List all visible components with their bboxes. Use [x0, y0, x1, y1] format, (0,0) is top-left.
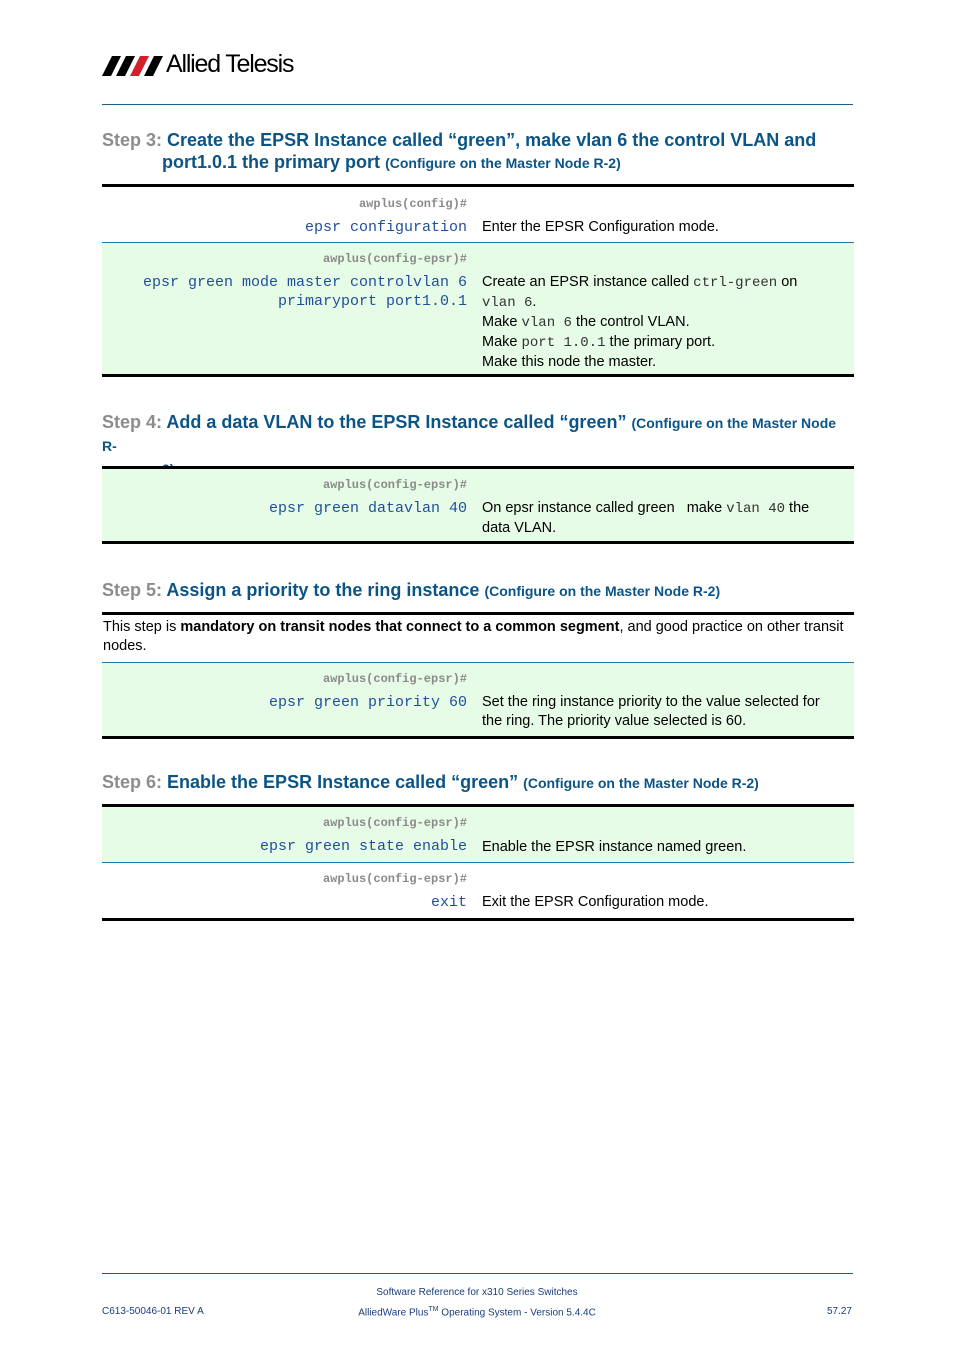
desc-code: vlan 6 — [482, 295, 533, 311]
command-description — [482, 499, 844, 538]
allied-telesis-logo-mark-icon — [102, 54, 164, 76]
cli-prompt: awplus(config)# — [358, 197, 467, 211]
desc-text: On epsr instance called green make — [482, 500, 727, 516]
desc-text: the — [785, 500, 810, 516]
step3-number: Step 3: — [102, 130, 163, 150]
table-row — [102, 863, 854, 918]
command-description: Enter the EPSR Configuration mode. — [482, 219, 719, 235]
cli-prompt: awplus(config-epsr)# — [322, 672, 467, 686]
command-description — [482, 273, 844, 372]
step5-number: Step 5: — [102, 580, 163, 600]
cli-command: epsr green datavlan 40 — [268, 500, 467, 517]
trademark-mark: TM — [428, 1306, 439, 1313]
logo-text: Allied Telesis — [166, 50, 294, 78]
step6-config-note: (Configure on the Master Node R-2) — [523, 775, 759, 791]
cli-command-line: epsr green mode master controlvlan 6 — [142, 274, 467, 291]
footer-doc-id: C613-50046-01 REV A — [102, 1306, 204, 1317]
command-description — [482, 693, 844, 731]
desc-text: Make this node the master. — [482, 354, 657, 370]
desc-text: Make — [482, 334, 522, 350]
step3-title-line1: Create the EPSR Instance called “green”, make vlan 6 the control VLAN and — [167, 130, 817, 150]
note-emphasis: mandatory on transit nodes that connect to a common segment — [180, 619, 620, 635]
desc-text: the control VLAN. — [571, 314, 690, 330]
note-text: , and good practice on other transit nodes. — [103, 619, 844, 654]
table-row — [102, 469, 854, 541]
desc-code: vlan 40 — [726, 501, 786, 517]
step4-config-note: (Configure on the Master Node R- — [102, 415, 837, 454]
cli-prompt: awplus(config-epsr)# — [322, 872, 467, 886]
desc-text: data VLAN. — [482, 520, 557, 536]
cli-command: epsr green state enable — [259, 838, 467, 855]
step3-command-table — [102, 184, 854, 377]
command-description: Exit the EPSR Configuration mode. — [482, 894, 709, 910]
step6-title: Enable the EPSR Instance called “green” — [167, 772, 519, 792]
step3-heading — [102, 129, 854, 174]
command-description: Enable the EPSR instance named green. — [482, 839, 747, 855]
desc-text: Make — [482, 314, 522, 330]
step5-note — [102, 615, 854, 663]
desc-code: vlan 6 — [521, 315, 572, 331]
table-row — [102, 187, 854, 243]
step5-config-note: (Configure on the Master Node R-2) — [484, 583, 721, 599]
header-divider — [102, 104, 853, 105]
step6-number: Step 6: — [102, 772, 163, 792]
footer-doc-title: Software Reference for x310 Series Switches — [376, 1287, 578, 1298]
step3-title-line2: port1.0.1 the primary port — [162, 152, 381, 172]
desc-text: the ring. The priority value selected is 60. — [482, 713, 747, 729]
table-row — [102, 807, 854, 863]
desc-code: ctrl-green — [693, 275, 778, 291]
footer-os-version — [0, 1306, 954, 1318]
cli-prompt: awplus(config-epsr)# — [322, 478, 467, 492]
desc-text: . — [532, 294, 537, 310]
footer-os-version-text: Operating System - Version 5.4.4C — [438, 1307, 596, 1319]
note-text: This step is — [103, 619, 181, 635]
cli-command: epsr configuration — [304, 219, 467, 236]
cli-prompt: awplus(config-epsr)# — [322, 816, 467, 830]
desc-text: on — [777, 274, 798, 290]
desc-code: port 1.0.1 — [521, 335, 606, 351]
desc-text: Set the ring instance priority to the value selected for — [482, 694, 820, 710]
step4-command-table — [102, 466, 854, 544]
footer-os-name: AlliedWare Plus — [358, 1307, 429, 1319]
step4-title: Add a data VLAN to the EPSR Instance called “green” — [166, 412, 627, 432]
cli-command-line: primaryport port1.0.1 — [277, 293, 467, 310]
step5-command-table — [102, 612, 854, 739]
cli-command — [143, 273, 467, 311]
table-row — [102, 663, 854, 736]
step6-command-table — [102, 804, 854, 921]
table-row — [102, 243, 854, 374]
allied-telesis-logo — [102, 50, 293, 79]
step5-heading — [102, 579, 854, 602]
step4-number: Step 4: — [102, 412, 163, 432]
step5-title: Assign a priority to the ring instance — [166, 580, 480, 600]
footer-divider — [102, 1273, 853, 1274]
step3-config-note: (Configure on the Master Node R-2) — [385, 155, 621, 171]
cli-command: exit — [430, 894, 467, 911]
step6-heading — [102, 771, 854, 794]
cli-prompt: awplus(config-epsr)# — [322, 252, 467, 266]
cli-command: epsr green priority 60 — [268, 694, 467, 711]
desc-text: the primary port. — [605, 334, 716, 350]
footer-page-number: 57.27 — [826, 1306, 852, 1317]
desc-text: Create an EPSR instance called — [482, 274, 694, 290]
